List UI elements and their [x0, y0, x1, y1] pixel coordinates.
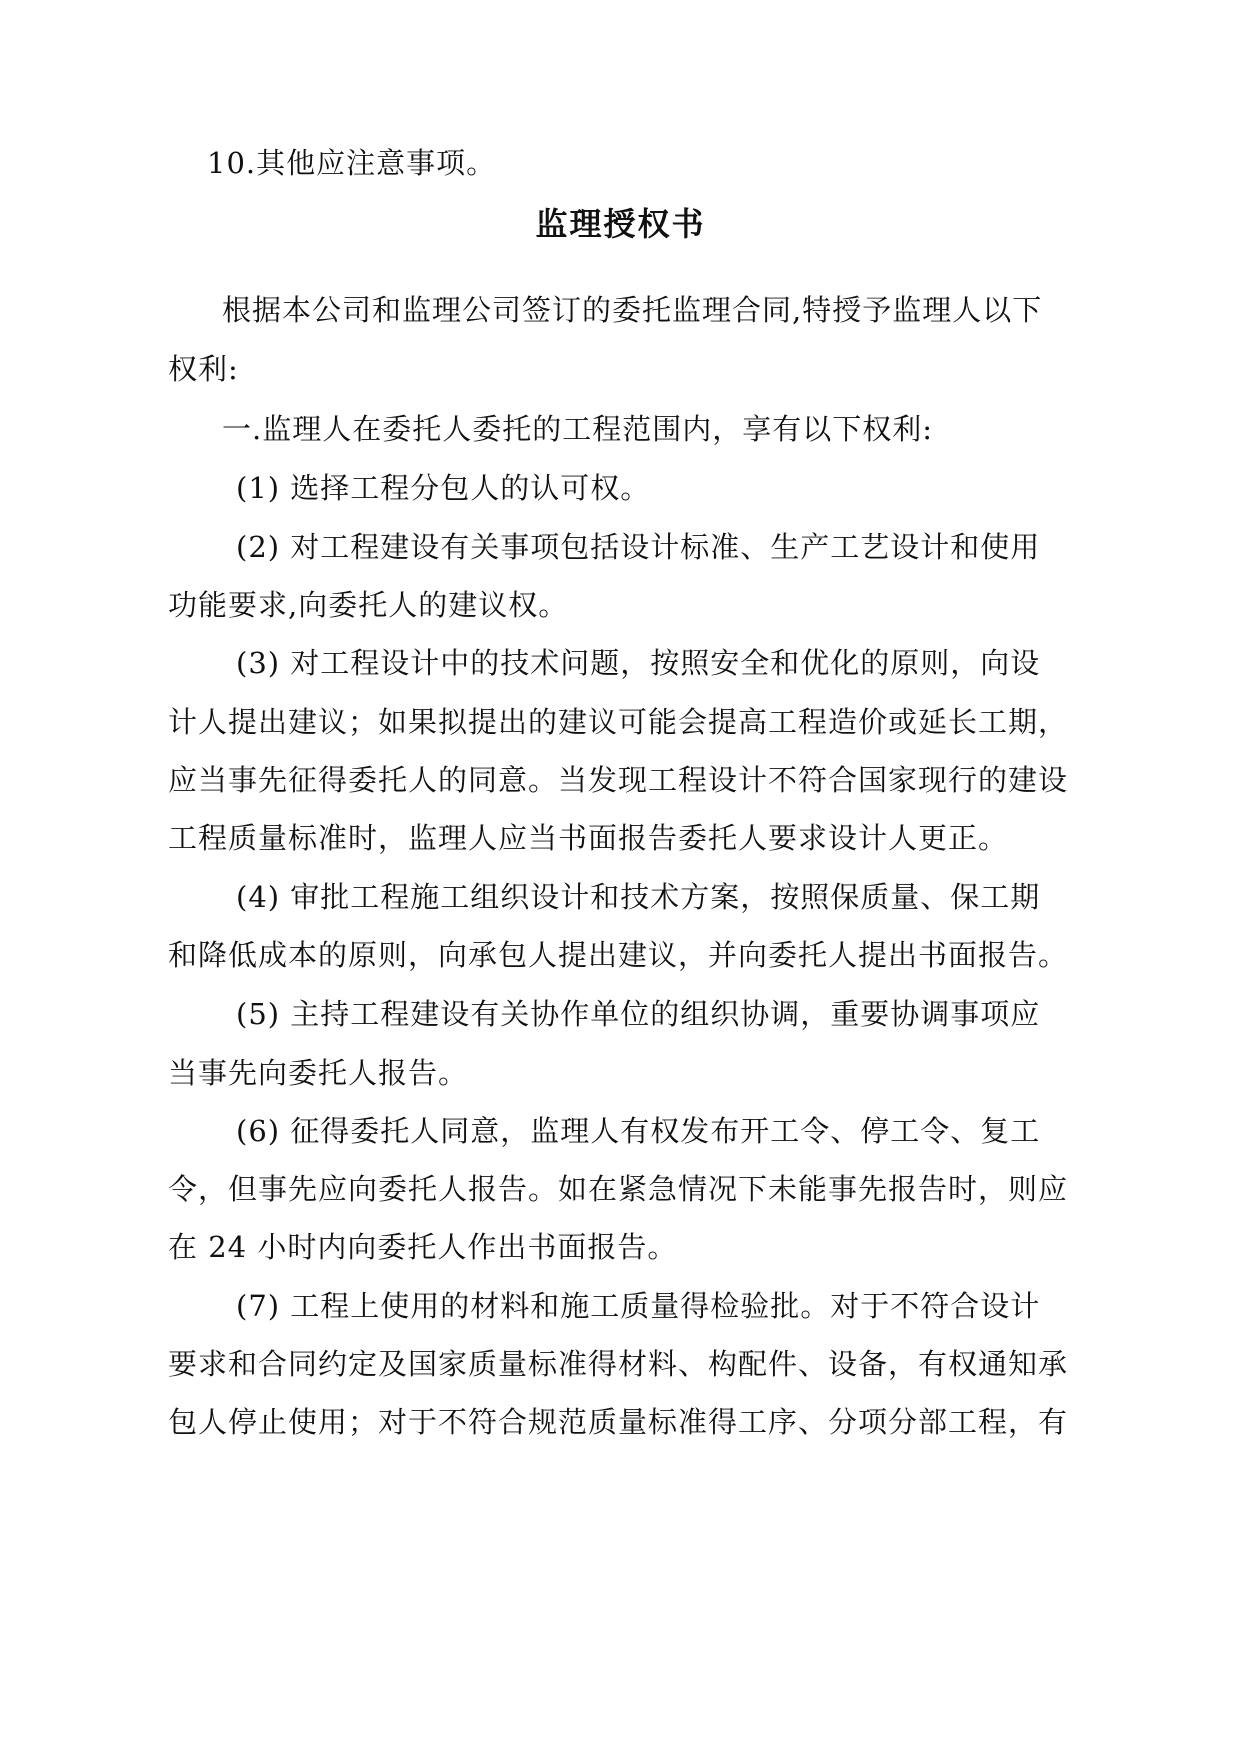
document-title: 监理授权书: [535, 205, 706, 243]
paragraph-line: 令，但事先应向委托人报告。如在紧急情况下未能事先报告时，则应: [168, 1172, 1069, 1206]
paragraph-line: 一.监理人在委托人委托的工程范围内，享有以下权利:: [222, 412, 933, 446]
paragraph-line: (2) 对工程建设有关事项包括设计标准、生产工艺设计和使用: [236, 530, 1041, 564]
paragraph-line: (4) 审批工程施工组织设计和技术方案，按照保质量、保工期: [236, 880, 1041, 914]
paragraph-line: 当事先向委托人报告。: [168, 1056, 469, 1090]
paragraph-line: 权利:: [168, 352, 239, 386]
paragraph-line: (6) 征得委托人同意，监理人有权发布开工令、停工令、复工: [236, 1114, 1041, 1148]
paragraph-line: 根据本公司和监理公司签订的委托监理合同,特授予监理人以下: [222, 293, 1043, 327]
paragraph-line: (5) 主持工程建设有关协作单位的组织协调，重要协调事项应: [236, 997, 1041, 1031]
paragraph-line: 要求和合同约定及国家质量标准得材料、构配件、设备，有权通知承: [168, 1347, 1069, 1381]
paragraph-line: 包人停止使用；对于不符合规范质量标准得工序、分项分部工程，有: [168, 1405, 1069, 1439]
paragraph-line: 和降低成本的原则，向承包人提出建议，并向委托人提出书面报告。: [168, 938, 1069, 972]
paragraph-line: (7) 工程上使用的材料和施工质量得检验批。对于不符合设计: [236, 1289, 1041, 1323]
paragraph-line: 计人提出建议；如果拟提出的建议可能会提高工程造价或延长工期，: [168, 705, 1069, 739]
paragraph-line: 应当事先征得委托人的同意。当发现工程设计不符合国家现行的建设: [168, 763, 1069, 797]
paragraph-line: (3) 对工程设计中的技术问题，按照安全和优化的原则，向设: [236, 646, 1041, 680]
paragraph-line: 在 24 小时内向委托人作出书面报告。: [168, 1230, 678, 1264]
paragraph-line: 工程质量标准时，监理人应当书面报告委托人要求设计人更正。: [168, 821, 1009, 855]
paragraph-line: 功能要求,向委托人的建议权。: [168, 588, 569, 622]
intro-item: 10.其他应注意事项。: [207, 146, 497, 180]
paragraph-line: (1) 选择工程分包人的认可权。: [236, 471, 651, 505]
